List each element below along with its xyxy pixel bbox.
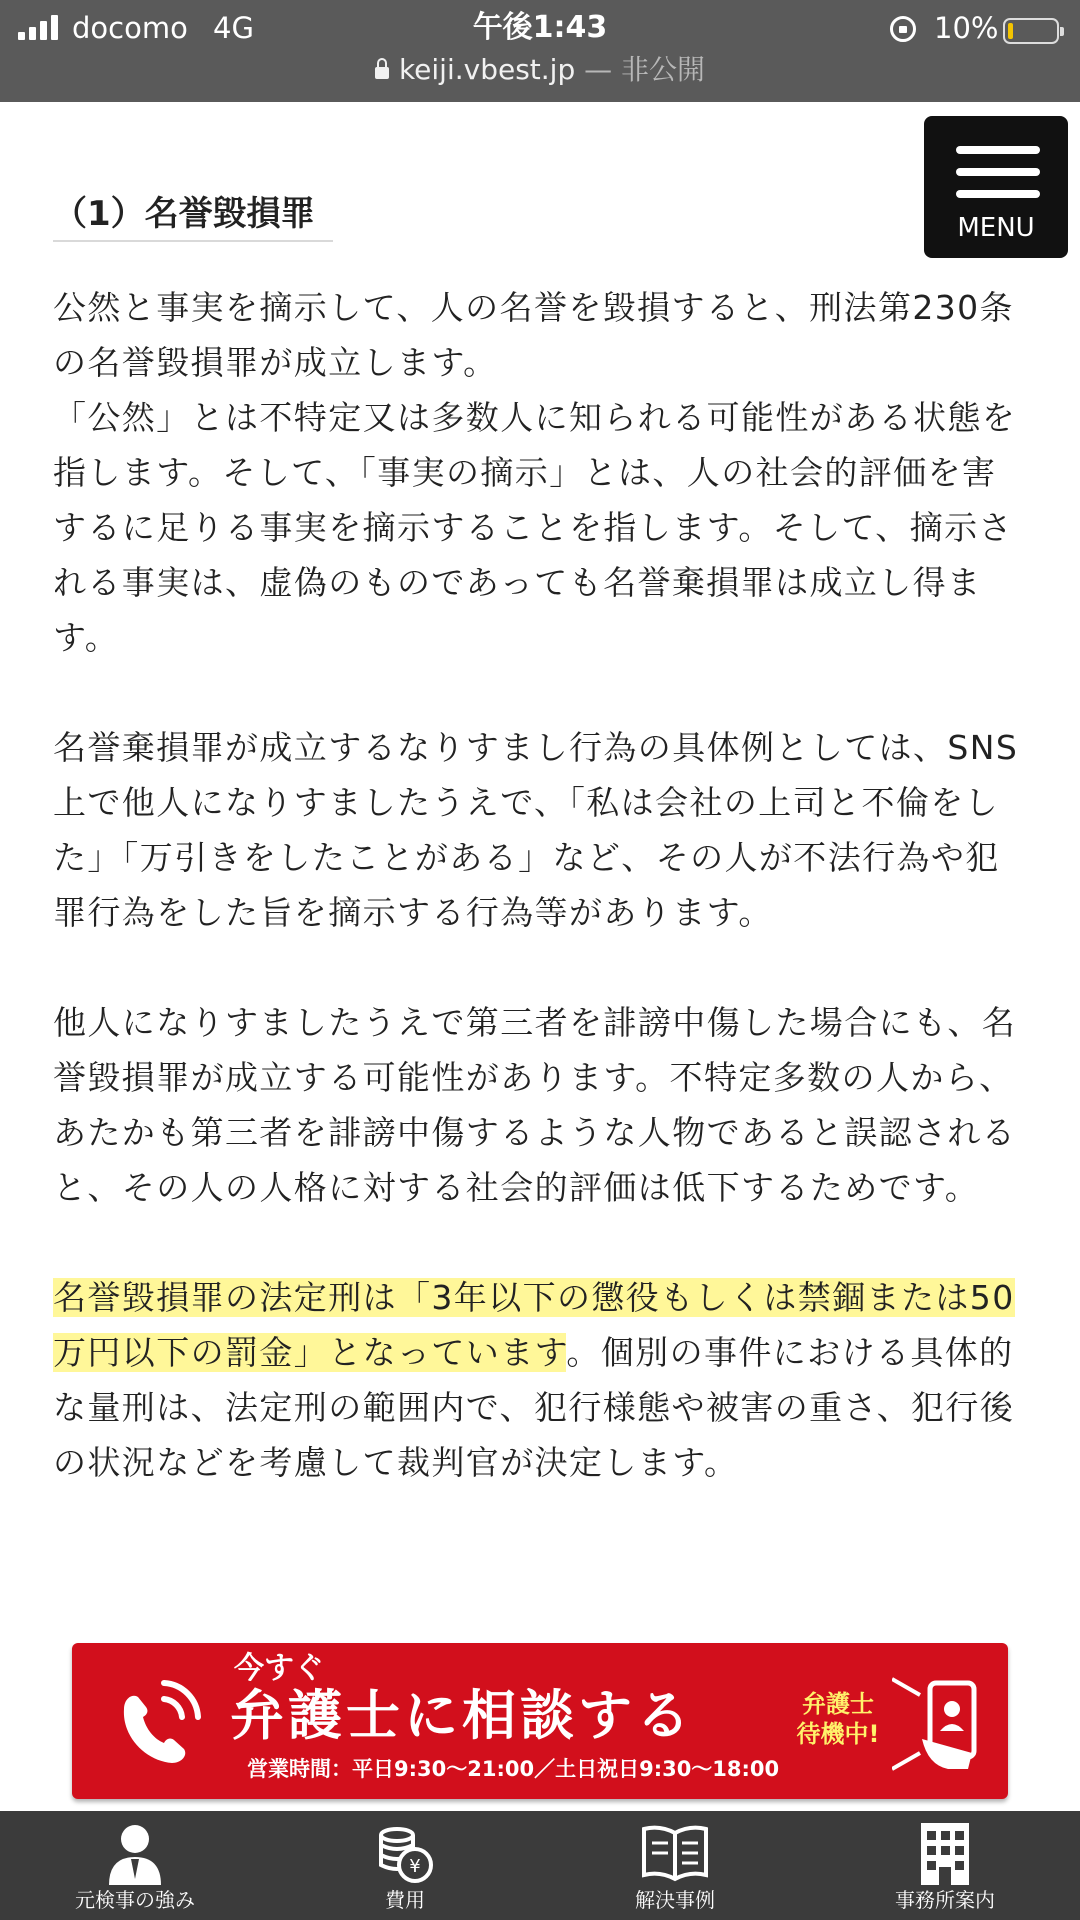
open-book-icon <box>640 1821 710 1887</box>
coins-yen-icon <box>375 1821 435 1887</box>
status-row <box>0 6 1080 50</box>
nav-label: 費用 <box>385 1888 425 1912</box>
smartphone-lawyer-icon <box>892 1669 992 1779</box>
svg-text:¥: ¥ <box>409 1856 421 1877</box>
nav-label: 元検事の強み <box>75 1888 195 1912</box>
nav-strengths[interactable] <box>0 1811 270 1920</box>
paragraph-rest: 。個別の事件における具体的な量刑は、法定刑の範囲内で、犯行様態や被害の重さ、犯行後の状況などを考慮して裁判官が決定します。 <box>53 1333 1015 1482</box>
battery-level <box>1008 23 1013 39</box>
private-label: — 非公開 <box>575 53 706 86</box>
menu-button[interactable] <box>924 116 1068 258</box>
battery-percent: 10% <box>934 11 999 45</box>
paragraph-penalty <box>53 1270 1028 1490</box>
waiting-line-2: 待機中! <box>796 1720 880 1748</box>
cta-small-text: 今すぐ <box>234 1651 324 1686</box>
network-type: 4G <box>213 11 254 45</box>
nav-cases[interactable] <box>540 1811 810 1920</box>
orientation-lock-icon <box>890 16 916 42</box>
cta-main-text: 弁護士に相談する <box>230 1684 694 1747</box>
paragraph: 公然と事実を摘示して、人の名誉を毀損すると、刑法第230条の名誉毀損罪が成立します。 「公然」とは不特定又は多数人に知られる可能性がある状態を指します。そして、「事実の摘示」とは、人の社会的評価を害するに足りる事実を摘示することを指します。そして、摘示される事実は、虚偽のものであっても名誉棄損罪は成立し得ます。 <box>53 288 1017 657</box>
clock: 午後1:43 <box>472 10 608 45</box>
hamburger-icon-bar <box>956 168 1040 176</box>
bottom-nav <box>0 1811 1080 1920</box>
waiting-line-1: 弁護士 <box>802 1690 874 1718</box>
nav-label: 事務所案内 <box>895 1888 995 1912</box>
carrier-name: docomo <box>72 11 188 45</box>
menu-label: MENU <box>957 213 1035 243</box>
article-content <box>53 280 1028 1545</box>
building-icon <box>917 1821 973 1887</box>
status-bar <box>0 0 1080 102</box>
hamburger-icon <box>956 146 1040 154</box>
highlighted-text: 名誉毀損罪の法定刑は「3年以下の懲役もしくは禁錮または50万円以下の罰金」となっています <box>53 1278 1015 1372</box>
paragraph: 名誉棄損罪が成立するなりすまし行為の具体例としては、SNS上で他人になりすましたうえで、「私は会社の上司と不倫をした」「万引きをしたことがある」など、その人が不法行為や犯罪行為をした旨を摘示する行為等があります。 <box>53 728 1019 932</box>
person-icon <box>105 1821 165 1887</box>
paragraph: 他人になりすましたうえで第三者を誹謗中傷した場合にも、名誉毀損罪が成立する可能性があります。不特定多数の人から、あたかも第三者を誹謗中傷するような人物であると誤認されると、その人の人格に対する社会的評価は低下するためです。 <box>53 1003 1017 1207</box>
phone-icon <box>102 1669 212 1779</box>
nav-fees[interactable] <box>270 1811 540 1920</box>
nav-office[interactable] <box>810 1811 1080 1920</box>
padlock-icon <box>375 67 389 79</box>
url-bar[interactable] <box>0 50 1080 90</box>
url-text: keiji.vbest.jp <box>398 53 576 86</box>
lawyer-waiting-badge <box>788 1689 888 1749</box>
consult-lawyer-banner[interactable] <box>72 1643 1008 1799</box>
section-heading: （1）名誉毀損罪 <box>53 190 333 242</box>
battery-icon <box>1003 18 1059 44</box>
business-hours: 営業時間：平日9:30〜21:00／土日祝日9:30〜18:00 <box>247 1757 780 1781</box>
nav-label: 解決事例 <box>635 1888 715 1912</box>
hamburger-icon-bar <box>956 190 1040 198</box>
